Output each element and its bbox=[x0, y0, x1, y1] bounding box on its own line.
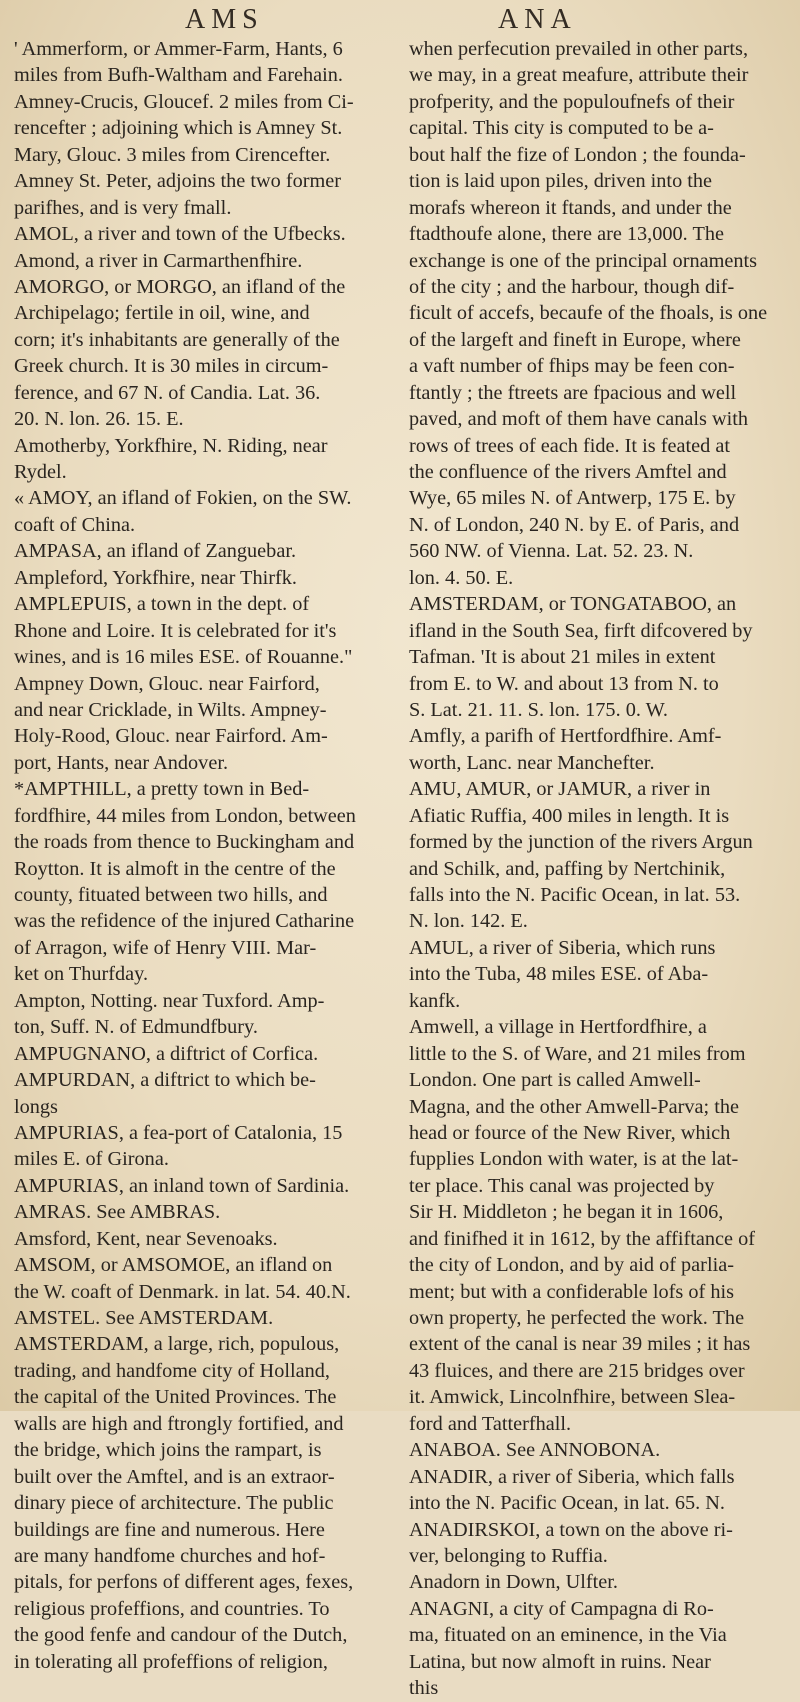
text-line: Tafman. 'It is about 21 miles in extent bbox=[409, 646, 716, 669]
text-line: fordfhire, 44 miles from London, between bbox=[14, 804, 356, 827]
text-line: AMPUGNANO, a diftrict of Corfica. bbox=[14, 1042, 319, 1065]
text-line: Amney-Crucis, Gloucef. 2 miles from Ci- bbox=[14, 90, 354, 113]
text-line: Rydel. bbox=[14, 461, 67, 483]
text-line: Amond, a river in Carmarthenfhire. bbox=[14, 249, 303, 272]
text-line: N. lon. 142. E. bbox=[409, 910, 528, 933]
text-line: 20. N. lon. 26. 15. E. bbox=[14, 408, 184, 431]
text-line: Ampton, Notting. near Tuxford. Amp- bbox=[14, 989, 325, 1012]
text-line: capital. This city is computed to be a- bbox=[409, 117, 714, 140]
text-line: N. of London, 240 N. by E. of Paris, and bbox=[409, 513, 740, 536]
text-line: S. Lat. 21. 11. S. lon. 175. 0. W. bbox=[409, 698, 668, 721]
text-line: built over the Amftel, and is an extraor- bbox=[14, 1465, 335, 1488]
text-line: longs bbox=[14, 1095, 58, 1118]
text-line: head or fource of the New River, which bbox=[409, 1121, 731, 1144]
left-column bbox=[14, 36, 389, 1675]
text-line: AMPLEPUIS, a town in the dept. of bbox=[14, 593, 310, 616]
text-line: falls into the N. Pacific Ocean, in lat. 53. bbox=[409, 884, 741, 906]
text-line: ment; but with a confiderable lofs of his bbox=[409, 1280, 734, 1303]
text-line: AMSTERDAM, a large, rich, populous, bbox=[14, 1333, 340, 1356]
text-line: the good fenfe and candour of the Dutch, bbox=[14, 1624, 348, 1647]
text-line: 560 NW. of Vienna. Lat. 52. 23. N. bbox=[409, 540, 694, 563]
text-line: Magna, and the other Amwell-Parva; the bbox=[409, 1095, 740, 1118]
header-left: AMS bbox=[185, 4, 264, 35]
text-line: ford and Tatterfhall. bbox=[409, 1412, 572, 1435]
text-line: formed by the junction of the rivers Argun bbox=[409, 831, 753, 854]
text-line: Latina, but now almoft in ruins. Near bbox=[409, 1650, 711, 1673]
text-line: ANADIRSKOI, a town on the above ri- bbox=[409, 1518, 733, 1541]
text-line: AMUL, a river of Siberia, which runs bbox=[409, 936, 716, 959]
text-line: AMSTEL. See AMSTERDAM. bbox=[14, 1307, 274, 1329]
text-line: Mary, Glouc. 3 miles from Cirencefter. bbox=[14, 143, 331, 166]
text-line: in tolerating all profeffions of religion, bbox=[14, 1650, 328, 1673]
text-line: AMPURIAS, an inland town of Sardinia. bbox=[14, 1174, 350, 1197]
text-line: AMPURDAN, a diftrict to which be- bbox=[14, 1069, 316, 1092]
text-line: the city of London, and by aid of parlia- bbox=[409, 1254, 734, 1277]
text-line: are many handfome churches and hof- bbox=[14, 1544, 326, 1567]
text-line: ' Ammerform, or Ammer-Farm, Hants, 6 bbox=[14, 38, 343, 60]
text-line: ter place. This canal was projected by bbox=[409, 1174, 715, 1197]
text-line: Holy-Rood, Glouc. near Fairford. Am- bbox=[14, 725, 328, 748]
text-line: ftadthoufe alone, there are 13,000. The bbox=[409, 223, 724, 246]
text-line: coaft of China. bbox=[14, 513, 136, 536]
text-line: Anadorn in Down, Ulfter. bbox=[409, 1571, 618, 1594]
text-line: and finifhed it in 1612, by the affiftance of bbox=[409, 1227, 755, 1250]
text-line: the roads from thence to Buckingham and bbox=[14, 831, 355, 854]
text-line: Greek church. It is 30 miles in circum- bbox=[14, 355, 329, 378]
text-line: of the largeft and fineft in Europe, where bbox=[409, 328, 741, 351]
text-line: into the N. Pacific Ocean, in lat. 65. N. bbox=[409, 1492, 725, 1515]
text-line: from E. to W. and about 13 from N. to bbox=[409, 672, 719, 695]
text-line: Roytton. It is almoft in the centre of the bbox=[14, 857, 336, 880]
text-line: ma, fituated on an eminence, in the Via bbox=[409, 1624, 727, 1647]
text-line: Amwell, a village in Hertfordfhire, a bbox=[409, 1016, 707, 1039]
text-line: ver, belonging to Ruffia. bbox=[409, 1544, 608, 1567]
text-line: the bridge, which joins the rampart, is bbox=[14, 1439, 322, 1462]
text-line: rows of trees of each fide. It is feated at bbox=[409, 434, 730, 457]
text-line: AMOL, a river and town of the Ufbecks. bbox=[14, 223, 346, 246]
text-line: AMRAS. See AMBRAS. bbox=[14, 1201, 221, 1224]
text-line: miles E. of Girona. bbox=[14, 1148, 169, 1171]
text-line: miles from Bufh-Waltham and Farehain. bbox=[14, 64, 343, 87]
header-right: ANA bbox=[498, 4, 577, 35]
text-line: Amney St. Peter, adjoins the two former bbox=[14, 170, 342, 193]
text-line: AMSOM, or AMSOMOE, an ifland on bbox=[14, 1254, 333, 1277]
text-line: kanfk. bbox=[409, 989, 461, 1012]
text-line: AMPURIAS, a fea-port of Catalonia, 15 bbox=[14, 1121, 343, 1144]
text-line: AMSTERDAM, or TONGATABOO, an bbox=[409, 593, 737, 616]
text-line: ANADIR, a river of Siberia, which falls bbox=[409, 1465, 735, 1488]
text-line: it. Amwick, Lincolnfhire, between Slea- bbox=[409, 1386, 736, 1409]
text-line: ficult of accefs, becaufe of the fhoals, is one bbox=[409, 302, 768, 325]
text-line: Amotherby, Yorkfhire, N. Riding, near bbox=[14, 434, 328, 457]
text-line: paved, and moft of them have canals with bbox=[409, 408, 749, 431]
text-line: Ampleford, Yorkfhire, near Thirfk. bbox=[14, 566, 297, 589]
text-line: tion is laid upon piles, driven into the bbox=[409, 170, 713, 193]
text-line: buildings are fine and numerous. Here bbox=[14, 1518, 325, 1541]
text-line: AMU, AMUR, or JAMUR, a river in bbox=[409, 778, 711, 801]
text-line: ton, Suff. N. of Edmundfbury. bbox=[14, 1016, 258, 1039]
text-line: this bbox=[409, 1677, 439, 1700]
text-line: we may, in a great meafure, attribute their bbox=[409, 64, 749, 87]
text-line: a vaft number of fhips may be feen con- bbox=[409, 355, 735, 378]
text-line: *AMPTHILL, a pretty town in Bed- bbox=[14, 778, 310, 801]
text-line: trading, and handfome city of Holland, bbox=[14, 1359, 330, 1382]
text-line: extent of the canal is near 39 miles ; it has bbox=[409, 1333, 751, 1356]
text-line: parifhes, and is very fmall. bbox=[14, 196, 232, 219]
text-line: was the refidence of the injured Catharine bbox=[14, 910, 355, 933]
text-line: fupplies London with water, is at the lat- bbox=[409, 1148, 739, 1171]
text-line: Amfly, a parifh of Hertfordfhire. Amf- bbox=[409, 725, 722, 748]
text-line: religious profeffions, and countries. To bbox=[14, 1597, 330, 1620]
text-line: Ampney Down, Glouc. near Fairford, bbox=[14, 672, 320, 695]
text-line: lon. 4. 50. E. bbox=[409, 566, 514, 589]
text-line: the W. coaft of Denmark. in lat. 54. 40.N. bbox=[14, 1280, 351, 1303]
text-line: corn; it's inhabitants are generally of the bbox=[14, 328, 340, 351]
text-line: worth, Lanc. near Manchefter. bbox=[409, 751, 655, 774]
text-line: little to the S. of Ware, and 21 miles from bbox=[409, 1042, 746, 1065]
text-line: Afiatic Ruffia, 400 miles in length. It is bbox=[409, 804, 730, 827]
text-line: ANABOA. See ANNOBONA. bbox=[409, 1439, 661, 1462]
text-line: and near Cricklade, in Wilts. Ampney- bbox=[14, 698, 327, 721]
text-line: profperity, and the populoufnefs of their bbox=[409, 90, 735, 113]
text-line: AMORGO, or MORGO, an ifland of the bbox=[14, 275, 346, 298]
text-line: « AMOY, an ifland of Fokien, on the SW. bbox=[14, 487, 352, 510]
text-line: dinary piece of architecture. The public bbox=[14, 1492, 334, 1515]
text-line: the capital of the United Provinces. The bbox=[14, 1386, 337, 1409]
text-line: Amsford, Kent, near Sevenoaks. bbox=[14, 1227, 278, 1250]
text-line: ifland in the South Sea, firft difcovered by bbox=[409, 619, 753, 642]
text-line: Sir H. Middleton ; he began it in 1606, bbox=[409, 1201, 724, 1224]
text-line: ket on Thurfday. bbox=[14, 963, 149, 986]
text-line: ference, and 67 N. of Candia. Lat. 36. bbox=[14, 381, 321, 404]
text-line: port, Hants, near Andover. bbox=[14, 751, 229, 774]
text-line: ftantly ; the ftreets are fpacious and well bbox=[409, 381, 737, 404]
text-line: morafs whereon it ftands, and under the bbox=[409, 196, 732, 219]
text-line: Archipelago; fertile in oil, wine, and bbox=[14, 302, 310, 325]
text-line: pitals, for perfons of different ages, fexes, bbox=[14, 1571, 354, 1594]
text-line: own property, he perfected the work. The bbox=[409, 1307, 745, 1329]
text-line: bout half the fize of London ; the founda- bbox=[409, 143, 746, 166]
text-line: of the city ; and the harbour, though dif- bbox=[409, 275, 735, 298]
text-line: and Schilk, and, paffing by Nertchinik, bbox=[409, 857, 726, 880]
text-line: into the Tuba, 48 miles ESE. of Aba- bbox=[409, 963, 709, 986]
text-line: wines, and is 16 miles ESE. of Rouanne." bbox=[14, 646, 353, 669]
text-line: AMPASA, an ifland of Zanguebar. bbox=[14, 540, 297, 563]
text-line: when perfecution prevailed in other parts, bbox=[409, 38, 749, 60]
text-line: Wye, 65 miles N. of Antwerp, 175 E. by bbox=[409, 487, 736, 510]
text-line: county, fituated between two hills, and bbox=[14, 884, 328, 906]
text-line: of Arragon, wife of Henry VIII. Mar- bbox=[14, 936, 317, 959]
text-line: exchange is one of the principal ornaments bbox=[409, 249, 758, 272]
right-column bbox=[409, 36, 784, 1702]
text-line: walls are high and ftrongly fortified, and bbox=[14, 1412, 344, 1435]
text-line: London. One part is called Amwell- bbox=[409, 1069, 701, 1092]
text-line: rencefter ; adjoining which is Amney St. bbox=[14, 117, 343, 140]
text-line: ANAGNI, a city of Campagna di Ro- bbox=[409, 1597, 714, 1620]
text-line: 43 fluices, and there are 215 bridges over bbox=[409, 1359, 745, 1382]
text-line: Rhone and Loire. It is celebrated for it's bbox=[14, 619, 337, 642]
text-line: the confluence of the rivers Amftel and bbox=[409, 461, 727, 483]
